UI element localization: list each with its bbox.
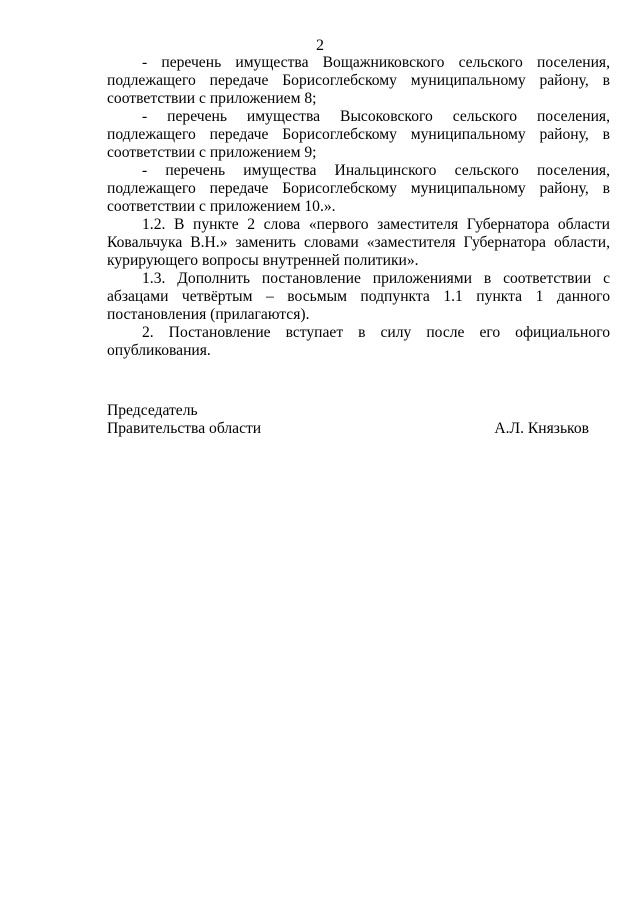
signature-block	[107, 402, 589, 438]
list-item-vysokovskoe: - перечень имущества Высоковского сельского поселения, подлежащего передаче Борисоглебскому муниципальному району, в соответствии с приложением 9;	[107, 108, 610, 161]
list-item-inaltsinskoe: - перечень имущества Инальцинского сельского поселения, подлежащего передаче Борисоглебскому муниципальному району, в соответствии с приложением 10.».	[107, 162, 610, 215]
signature-title-line-1	[107, 402, 589, 420]
signature-title-line-2	[107, 420, 589, 438]
signatory-title-2: Правительства области	[107, 420, 262, 437]
document-body	[107, 54, 610, 360]
clause-1-2: 1.2. В пункте 2 слова «первого заместителя Губернатора области Ковальчука В.Н.» заменить словами «заместителя Губернатора области, курирующего вопросы внутренней политики».	[107, 216, 610, 269]
signatory-name: А.Л. Князьков	[494, 420, 589, 437]
clause-1-3: 1.3. Дополнить постановление приложениями в соответствии с абзацами четвёртым – восьмым подпункта 1.1 пункта 1 данного постановления (прилагаются).	[107, 270, 610, 323]
clause-2: 2. Постановление вступает в силу после его официального опубликования.	[107, 324, 610, 359]
list-item-vozhchazhnikovskoe: - перечень имущества Вощажниковского сельского поселения, подлежащего передаче Борисоглебскому муниципальному району, в соответствии с приложением 8;	[107, 54, 610, 107]
signatory-title-1: Председатель	[107, 402, 198, 419]
page-number: 2	[316, 37, 324, 54]
